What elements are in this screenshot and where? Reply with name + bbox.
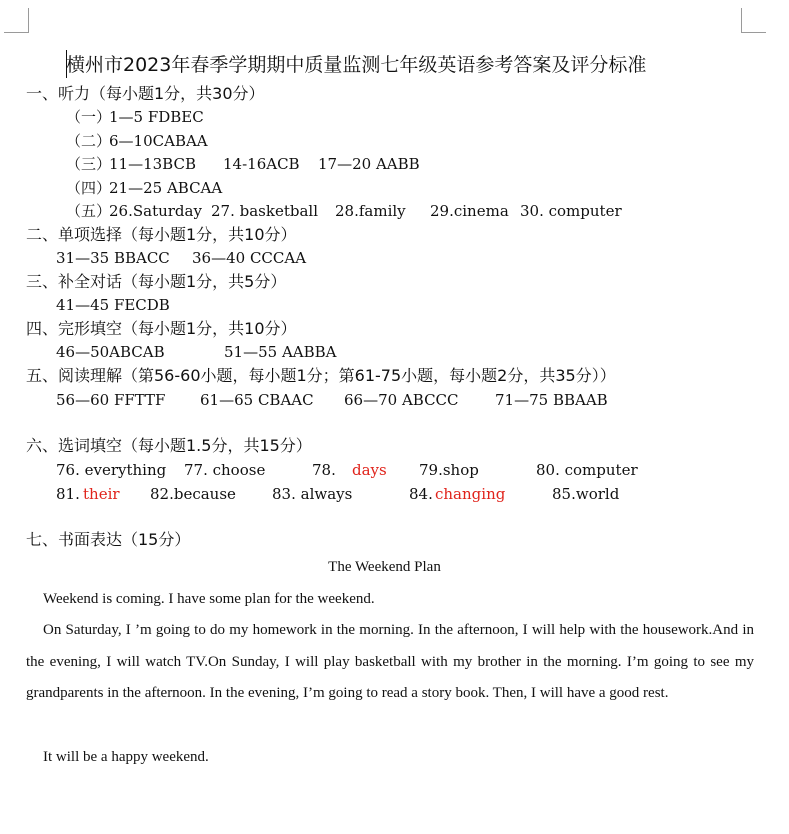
section-heading-writing: 七、书面表达（15分） bbox=[26, 530, 191, 549]
answer-item: 83. always bbox=[272, 485, 353, 503]
answer-group: 31—35 BBACC bbox=[56, 249, 170, 267]
part-label: （五） bbox=[66, 202, 112, 220]
margin-corner-mark bbox=[741, 8, 766, 33]
answer-word-highlighted: changing bbox=[435, 485, 506, 503]
section-heading-single-choice: 二、单项选择（每小题1分，共10分） bbox=[26, 225, 297, 244]
essay-paragraph: Weekend is coming. I have some plan for the weekend. bbox=[43, 591, 375, 607]
answer-item: 85.world bbox=[552, 485, 620, 503]
answer-group: 66—70 ABCCC bbox=[344, 391, 459, 409]
answer-group: 27. basketball bbox=[211, 202, 318, 220]
answer-line bbox=[66, 107, 666, 127]
answer-line bbox=[66, 154, 666, 174]
section-heading-dialogue: 三、补全对话（每小题1分，共5分） bbox=[26, 272, 287, 291]
answer-line bbox=[56, 390, 676, 410]
answer-line bbox=[66, 131, 666, 151]
answer-group: 14-16ACB bbox=[223, 155, 300, 173]
answer-number: 78. bbox=[312, 461, 336, 479]
answer-group: 29.cinema bbox=[430, 202, 509, 220]
answer-number: 84. bbox=[409, 485, 433, 503]
answer-group: 28.family bbox=[335, 202, 406, 220]
answer-line bbox=[56, 248, 656, 268]
answer-group: 41—45 FECDB bbox=[56, 296, 170, 314]
answer-line bbox=[66, 178, 666, 198]
answer-group: 71—75 BBAAB bbox=[495, 391, 608, 409]
answer-group: 11—13BCB bbox=[109, 155, 196, 173]
answer-line bbox=[66, 201, 666, 221]
answer-group: 56—60 FFTTF bbox=[56, 391, 166, 409]
section-heading-listening: 一、听力（每小题1分，共30分） bbox=[26, 84, 265, 103]
answer-group: 17—20 AABB bbox=[318, 155, 420, 173]
answer-word-highlighted: days bbox=[352, 461, 387, 479]
answer-group: 30. computer bbox=[520, 202, 622, 220]
document-title: 横州市2023年春季学期期中质量监测七年级英语参考答案及评分标准 bbox=[66, 54, 647, 76]
answer-group: 26.Saturday bbox=[109, 202, 202, 220]
answer-item: 80. computer bbox=[536, 461, 638, 479]
answer-group: 36—40 CCCAA bbox=[192, 249, 307, 267]
answer-group: 21—25 ABCAA bbox=[109, 179, 223, 197]
answer-item: 77. choose bbox=[184, 461, 266, 479]
essay-paragraph: It will be a happy weekend. bbox=[43, 749, 209, 765]
answer-line bbox=[56, 460, 696, 480]
answer-line bbox=[56, 342, 656, 362]
essay-title: The Weekend Plan bbox=[328, 559, 441, 575]
part-label: （三） bbox=[66, 155, 112, 173]
answer-line bbox=[56, 484, 696, 504]
part-label: （四） bbox=[66, 179, 112, 197]
answer-item: 76. everything bbox=[56, 461, 167, 479]
answer-word-highlighted: their bbox=[83, 485, 120, 503]
part-label: （一） bbox=[66, 108, 112, 126]
essay-paragraph: On Saturday, I ’m going to do my homework in the morning. In the afternoon, I will help with the housework.And in the evening, I will watch TV.On Sunday, I will play basketball with my brother in the morning. I’m going to see my grandparents in the afternoon. In the evening, I’m going to read a story book. Then, I will have a good rest. bbox=[26, 622, 754, 701]
answer-group: 1—5 FDBEC bbox=[109, 108, 204, 126]
margin-corner-mark bbox=[4, 8, 29, 33]
answer-group: 61—65 CBAAC bbox=[200, 391, 314, 409]
section-heading-cloze: 四、完形填空（每小题1分，共10分） bbox=[26, 319, 297, 338]
answer-number: 81. bbox=[56, 485, 80, 503]
answer-group: 46—50ABCAB bbox=[56, 343, 165, 361]
section-heading-word-fill: 六、选词填空（每小题1.5分，共15分） bbox=[26, 436, 312, 455]
answer-item: 79.shop bbox=[419, 461, 479, 479]
answer-group: 6—10CABAA bbox=[109, 132, 208, 150]
part-label: （二） bbox=[66, 132, 112, 150]
section-heading-reading: 五、阅读理解（第56-60小题，每小题1分；第61-75小题，每小题2分，共35分）） bbox=[26, 366, 616, 385]
answer-line bbox=[56, 295, 656, 315]
answer-group: 51—55 AABBA bbox=[224, 343, 337, 361]
answer-item: 82.because bbox=[150, 485, 236, 503]
